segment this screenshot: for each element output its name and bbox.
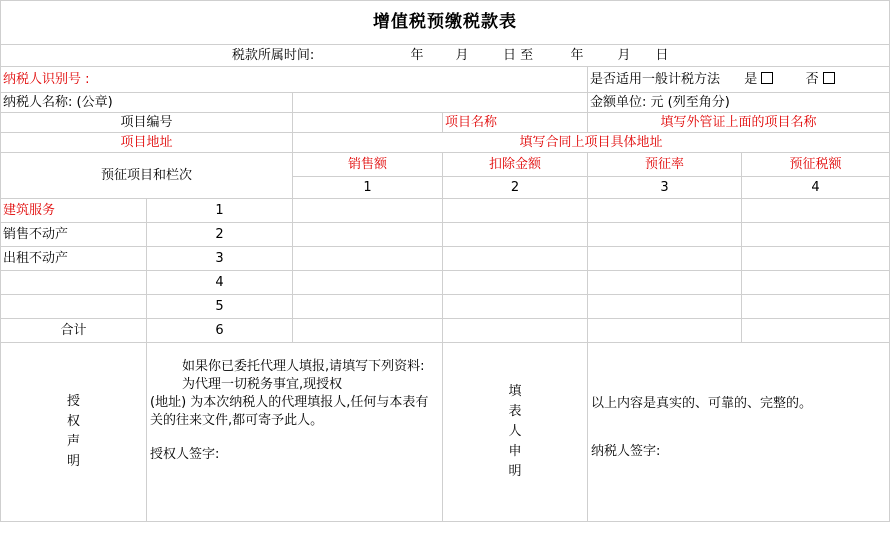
project-address-label: 项目地址 [1, 133, 293, 153]
table-row [1, 271, 890, 295]
rate-cell[interactable] [588, 199, 742, 223]
form-title: 增值税预缴税款表 [1, 1, 890, 45]
day-to: 日 至 [502, 47, 534, 63]
declaration-label-cell [443, 343, 588, 522]
taxpayer-signature: 纳税人签字: [591, 444, 661, 459]
sales-cell[interactable] [293, 271, 443, 295]
table-row [1, 247, 890, 271]
col-number-2: 2 [443, 177, 588, 199]
authorizer-signature: 授权人签字: [150, 447, 220, 462]
tax-cell[interactable] [742, 223, 890, 247]
declaration-label: 填表人申明 [508, 384, 522, 479]
month-from: 月 [455, 47, 469, 63]
row-line-number: 3 [147, 247, 293, 271]
sales-cell[interactable] [293, 247, 443, 271]
col-header-sales: 销售额 [293, 153, 443, 177]
authorization-intro: 如果你已委托代理人填报,请填写下列资料: [182, 359, 425, 374]
option-no-label: 否 [805, 71, 819, 87]
rate-total-cell[interactable] [588, 319, 742, 343]
col-header-tax: 预征税额 [742, 153, 890, 177]
deduction-cell[interactable] [443, 295, 588, 319]
tax-cell[interactable] [742, 295, 890, 319]
month-to: 月 [617, 47, 631, 63]
authorization-label: 授权声明 [66, 394, 80, 469]
sales-cell[interactable] [293, 199, 443, 223]
col-number-3: 3 [588, 177, 742, 199]
sales-cell[interactable] [293, 223, 443, 247]
tax-period-label: 税款所属时间: [231, 47, 315, 63]
row-line-number: 2 [147, 223, 293, 247]
table-row [1, 199, 890, 223]
year-from: 年 [410, 47, 424, 63]
yes-checkbox[interactable] [761, 72, 773, 84]
tax-cell[interactable] [742, 247, 890, 271]
row-line-number: 6 [147, 319, 293, 343]
tax-period-row[interactable] [1, 45, 890, 67]
row-label: 建筑服务 [1, 199, 147, 223]
taxpayer-name-label: 纳税人名称: (公章) [1, 93, 293, 113]
deduction-cell[interactable] [443, 271, 588, 295]
table-row [1, 223, 890, 247]
row-label[interactable] [1, 295, 147, 319]
tax-total-cell[interactable] [742, 319, 890, 343]
declaration-statement: 以上内容是真实的、可靠的、完整的。 [591, 396, 813, 411]
item-header: 预征项目和栏次 [1, 153, 293, 199]
project-name-hint[interactable]: 填写外管证上面的项目名称 [588, 113, 890, 133]
option-yes-label: 是 [744, 71, 758, 87]
authorization-agent: (地址) 为本次纳税人的代理填报人,任何与本表有关的往来文件,都可寄予此人。 [150, 395, 429, 428]
declaration-content[interactable] [588, 343, 890, 522]
total-label: 合计 [1, 319, 147, 343]
authorization-grant: 为代理一切税务事宜,现授权 [182, 377, 343, 392]
no-checkbox[interactable] [823, 72, 835, 84]
col-number-1: 1 [293, 177, 443, 199]
row-line-number: 1 [147, 199, 293, 223]
year-to: 年 [570, 47, 584, 63]
deduction-cell[interactable] [443, 247, 588, 271]
row-line-number: 5 [147, 295, 293, 319]
tax-cell[interactable] [742, 271, 890, 295]
rate-cell[interactable] [588, 223, 742, 247]
deduction-cell[interactable] [443, 223, 588, 247]
authorization-label-cell [1, 343, 147, 522]
authorization-content[interactable] [147, 343, 443, 522]
col-header-deduction: 扣除金额 [443, 153, 588, 177]
deduction-cell[interactable] [443, 199, 588, 223]
total-row [1, 319, 890, 343]
project-number-input[interactable] [293, 113, 443, 133]
project-address-hint[interactable]: 填写合同上项目具体地址 [293, 133, 890, 153]
row-label: 出租不动产 [1, 247, 147, 271]
table-row [1, 295, 890, 319]
deduction-total-cell[interactable] [443, 319, 588, 343]
rate-cell[interactable] [588, 247, 742, 271]
project-name-label: 项目名称 [443, 113, 588, 133]
row-line-number: 4 [147, 271, 293, 295]
general-method-question [588, 67, 890, 93]
taxpayer-id-field[interactable]: 纳税人识别号 : [1, 67, 588, 93]
col-number-4: 4 [742, 177, 890, 199]
project-number-label: 项目编号 [1, 113, 293, 133]
general-method-label: 是否适用一般计税方法 [590, 71, 721, 87]
rate-cell[interactable] [588, 271, 742, 295]
day-end: 日 [655, 47, 669, 63]
rate-cell[interactable] [588, 295, 742, 319]
row-label: 销售不动产 [1, 223, 147, 247]
col-header-rate: 预征率 [588, 153, 742, 177]
amount-unit-label: 金额单位: 元 (列至角分) [588, 93, 890, 113]
row-label[interactable] [1, 271, 147, 295]
tax-cell[interactable] [742, 199, 890, 223]
sales-cell[interactable] [293, 295, 443, 319]
sales-total-cell[interactable] [293, 319, 443, 343]
taxpayer-name-input[interactable] [293, 93, 588, 113]
